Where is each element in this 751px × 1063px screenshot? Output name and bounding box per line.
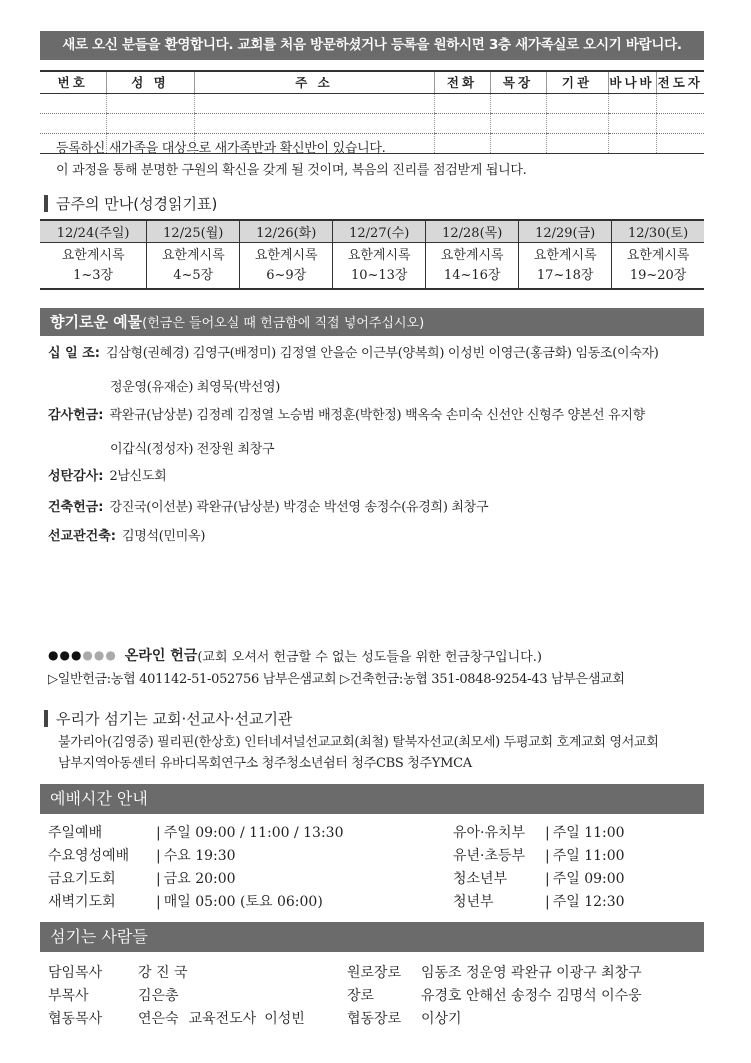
reading-date: 12/27(수)	[333, 220, 426, 242]
tithe-names: 김삼형(권혜경) 김영구(배정미) 김정열 안을순 이근부(양복희) 이성빈 이영근(홍금화) 임동조(이숙자)	[105, 346, 659, 361]
christmas-row	[48, 462, 708, 492]
worship-item: 금요기도회 | 금요 20:00	[48, 871, 236, 887]
col-cell: 목장	[490, 71, 546, 93]
col-phone: 전화	[434, 71, 490, 93]
worship-item: 청소년부 | 주일 09:00	[453, 871, 625, 887]
tithe-row	[48, 339, 708, 369]
section-marker	[44, 195, 48, 212]
reading-passage: 요한계시록 17~18장	[519, 242, 612, 289]
reading-date: 12/30(토)	[612, 220, 704, 242]
reading-passage: 요한계시록 19~20장	[612, 242, 704, 289]
missions-line-1: 불가리아(김영중) 필리핀(한상호) 인터네셔널선교교회(최철) 탈북자선교(최모세) 두평교회 호계교회 영서교회	[58, 735, 659, 750]
col-address: 주 소	[194, 71, 434, 93]
col-department: 기관	[546, 71, 608, 93]
reading-passage: 요한계시록 6~9장	[240, 242, 333, 289]
offering-banner	[40, 308, 704, 336]
mission-building-row	[48, 522, 708, 552]
online-desc: (교회 오셔서 헌금할 수 없는 성도들을 위한 헌금창구입니다.)	[197, 649, 542, 665]
reading-date: 12/26(화)	[240, 220, 333, 242]
reading-passage-row	[40, 242, 704, 289]
reading-passage: 요한계시록 14~16장	[426, 242, 519, 289]
staff-elders: 장로 유경호 안해선 송정수 김명석 이수웅	[347, 988, 642, 1004]
newcomer-note-2: 이 과정을 통해 분명한 구원의 확신을 갖게 될 것이며, 복음의 진리를 점검받게 됩니다.	[56, 163, 527, 178]
christmas-names: 2남신도회	[109, 469, 167, 484]
newcomer-note-1: 등록하신 새가족을 대상으로 새가족반과 확신반이 있습니다.	[56, 141, 386, 156]
reading-date: 12/29(금)	[519, 220, 612, 242]
reading-plan-table	[40, 219, 704, 290]
worship-item: 새벽기도회 | 매일 05:00 (토요 06:00)	[48, 894, 323, 910]
staff-elders-emeritus: 원로장로 임동조 정운영 곽완규 이광구 최창구	[347, 965, 642, 981]
offering-title: 향기로운 예물	[50, 313, 143, 331]
col-barnabas: 바나바	[608, 71, 656, 93]
staff-associate-pastor: 부목사 김은총	[48, 988, 179, 1004]
table-row	[40, 93, 704, 113]
worship-item: 유아·유치부 | 주일 11:00	[453, 825, 625, 841]
building-names: 강진국(이선분) 곽완규(남상분) 박경순 박선영 송정수(유경희) 최창구	[109, 500, 489, 515]
missions-title: 우리가 섬기는 교회·선교사·선교기관	[44, 708, 292, 729]
reading-plan-title: 금주의 만나(성경읽기표)	[44, 193, 217, 214]
registration-header-row	[40, 71, 704, 93]
missions-line-2: 남부지역아동센터 유바디목회연구소 청주청소년쉼터 청주CBS 청주YMCA	[58, 756, 472, 771]
table-row	[40, 113, 704, 133]
offering-subtitle: (헌금은 들어오실 때 헌금함에 직접 넣어주십시오)	[142, 316, 425, 331]
thanks-names: 곽완규(남상분) 김정례 김정열 노승범 배정훈(박한정) 백옥숙 손미숙 신선안 신형주 양본선 유지향	[109, 408, 645, 423]
col-evangelist: 전도자	[656, 71, 704, 93]
online-offering	[48, 645, 542, 665]
section-marker	[44, 710, 48, 727]
reading-passage: 요한계시록 10~13장	[333, 242, 426, 289]
dots-icon: ●●●●●●	[48, 648, 117, 662]
staff-senior-pastor: 담임목사 강 진 국	[48, 965, 188, 981]
reading-date: 12/25(월)	[147, 220, 240, 242]
worship-item: 수요영성예배 | 수요 19:30	[48, 848, 236, 864]
reading-date-row	[40, 220, 704, 242]
welcome-banner: 새로 오신 분들을 환영합니다. 교회를 처음 방문하셨거나 등록을 원하시면 3층 새가족실로 오시기 바랍니다.	[40, 31, 704, 60]
online-title: 온라인 헌금	[124, 648, 198, 664]
thanks-names-cont: 이갑식(정성자) 전장원 최창구	[110, 442, 275, 457]
worship-item: 유년·초등부 | 주일 11:00	[453, 848, 625, 864]
mission-building-names: 김명석(민미옥)	[122, 529, 206, 544]
worship-banner: 예배시간 안내	[40, 784, 704, 814]
staff-coop-pastor: 협동목사 연은숙 교육전도사 이성빈	[48, 1011, 305, 1027]
bank-accounts: ▷일반헌금:농협 401142-51-052756 남부은샘교회 ▷건축헌금:농협 351-0848-9254-43 남부은샘교회	[48, 672, 625, 687]
staff-coop-elder: 협동장로 이상기	[347, 1011, 462, 1027]
mission-building-label: 선교관건축:	[48, 529, 116, 544]
col-name: 성 명	[106, 71, 194, 93]
reading-passage: 요한계시록 1~3장	[40, 242, 147, 289]
tithe-names-cont: 정운영(유재순) 최영묵(박선영)	[110, 380, 281, 395]
building-label: 건축헌금:	[48, 500, 104, 515]
staff-banner: 섬기는 사람들	[40, 922, 704, 952]
building-row	[48, 493, 708, 523]
col-number: 번호	[40, 71, 106, 93]
tithe-label: 십 일 조:	[48, 346, 100, 361]
thanks-label: 감사헌금:	[48, 408, 104, 423]
worship-item: 청년부 | 주일 12:30	[453, 894, 625, 910]
worship-item: 주일예배 | 주일 09:00 / 11:00 / 13:30	[48, 825, 344, 841]
reading-passage: 요한계시록 4~5장	[147, 242, 240, 289]
christmas-label: 성탄감사:	[48, 469, 104, 484]
reading-date: 12/28(목)	[426, 220, 519, 242]
reading-date: 12/24(주일)	[40, 220, 147, 242]
thanks-row	[48, 401, 708, 431]
